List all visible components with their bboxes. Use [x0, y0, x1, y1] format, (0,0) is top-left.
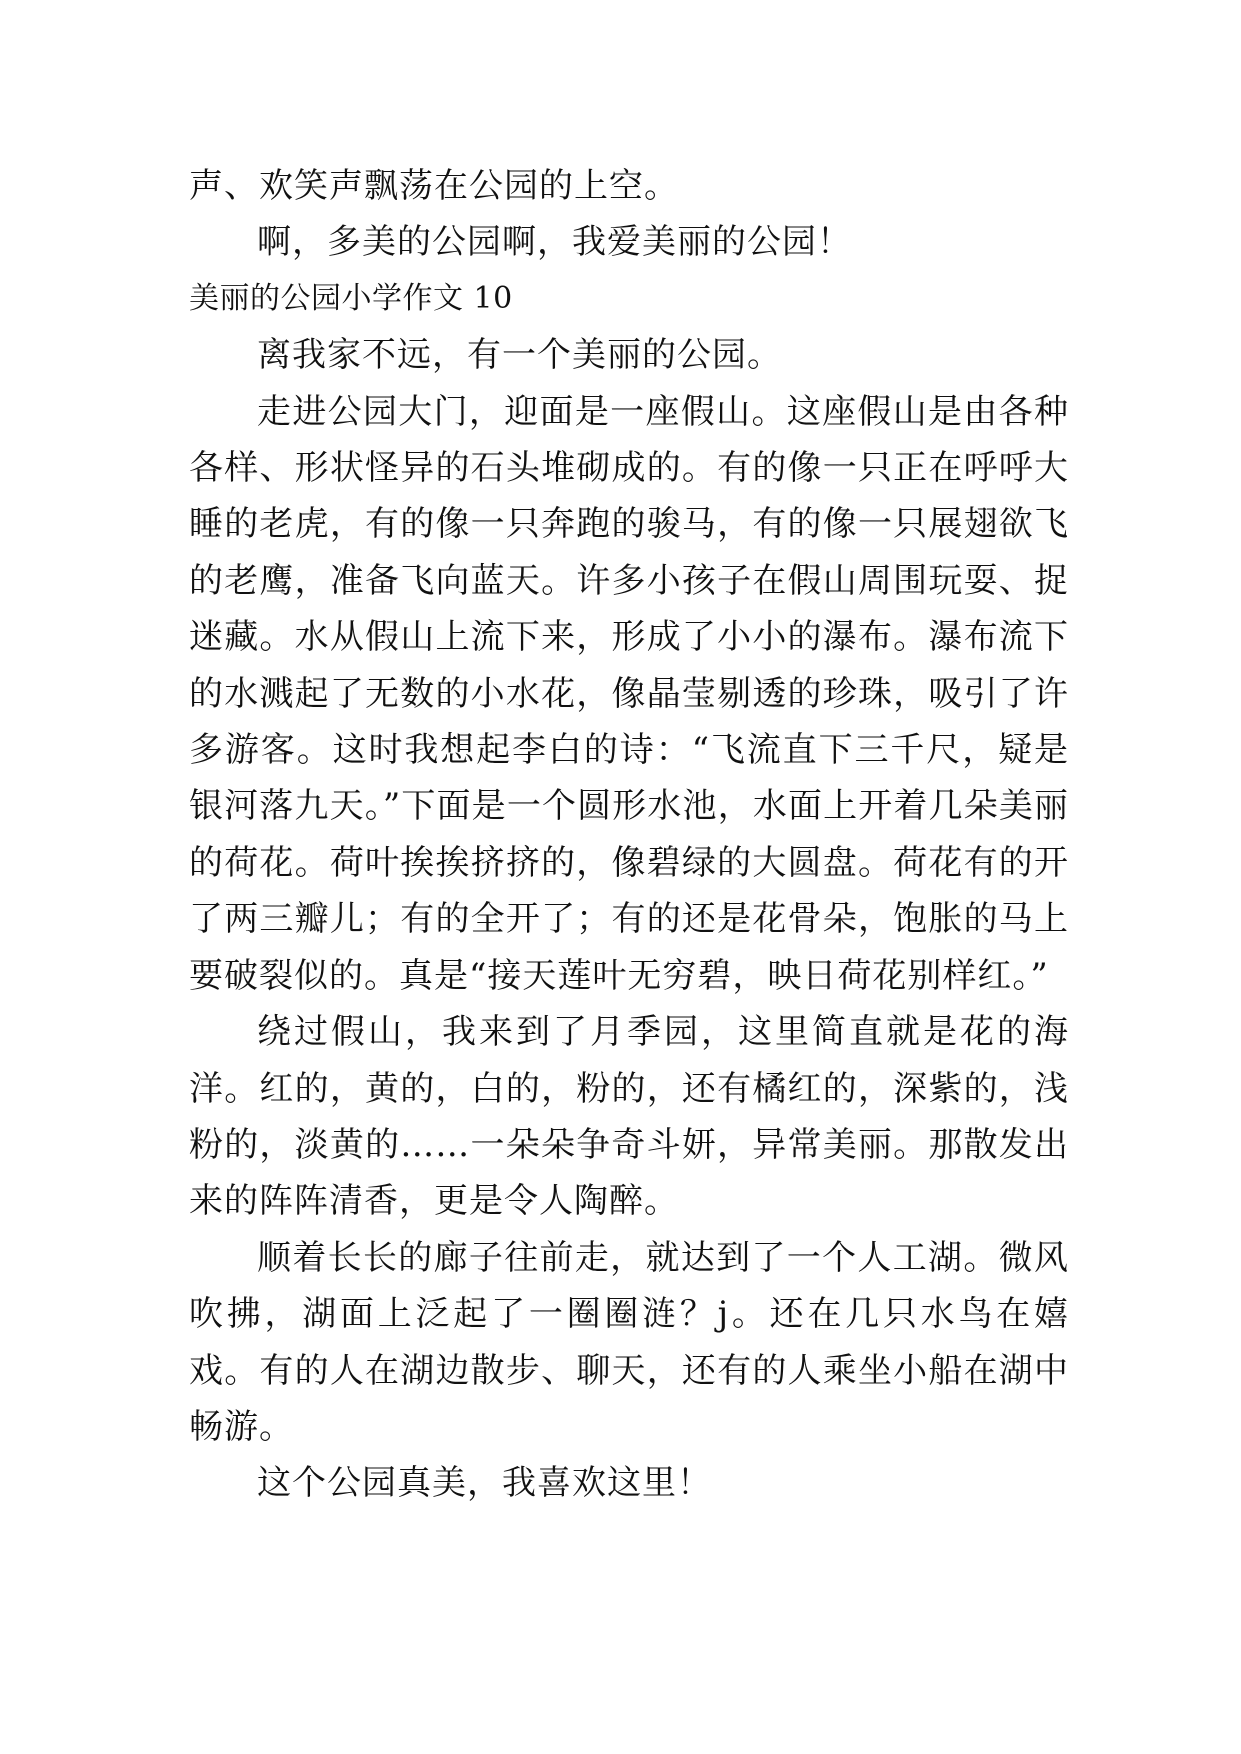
- previous-essay-closing: 啊，多美的公园啊，我爱美丽的公园！: [257, 222, 852, 263]
- essay-paragraph-1: 离我家不远，有一个美丽的公园。: [257, 335, 782, 376]
- previous-essay-tail: 声、欢笑声飘荡在公园的上空。: [189, 166, 679, 206]
- document-body: [189, 158, 1069, 1512]
- essay-paragraph-4: 顺着长长的廊子往前走，就达到了一个人工湖。微风吹拂，湖面上泛起了一圈圈涟？j。还在几只水鸟在嬉戏。有的人在湖边散步、聊天，还有的人乘坐小船在湖中畅游。: [189, 1237, 1069, 1447]
- essay-paragraph-2: 走进公园大门，迎面是一座假山。这座假山是由各种各样、形状怪异的石头堆砌成的。有的像一只正在呼呼大睡的老虎，有的像一只奔跑的骏马，有的像一只展翅欲飞的老鹰，准备飞向蓝天。许多小孩子在假山周围玩耍、捉迷藏。水从假山上流下来，形成了小小的瀑布。瀑布流下的水溅起了无数的小水花，像晶莹剔透的珍珠，吸引了许多游客。这时我想起李白的诗：“飞流直下三千尺，疑是银河落九天。”下面是一个圆形水池，水面上开着几朵美丽的荷花。荷叶挨挨挤挤的，像碧绿的大圆盘。荷花有的开了两三瓣儿；有的全开了；有的还是花骨朵，饱胀的马上要破裂似的。真是“接天莲叶无穷碧，映日荷花别样红。”: [189, 391, 1069, 996]
- essay-title: 美丽的公园小学作文 10: [189, 280, 513, 316]
- essay-paragraph-3: 绕过假山，我来到了月季园，这里简直就是花的海洋。红的，黄的，白的，粉的，还有橘红的，深紫的，浅粉的，淡黄的……一朵朵争奇斗妍，异常美丽。那散发出来的阵阵清香，更是令人陶醉。: [189, 1012, 1069, 1222]
- essay-paragraph-5: 这个公园真美，我喜欢这里！: [257, 1463, 712, 1504]
